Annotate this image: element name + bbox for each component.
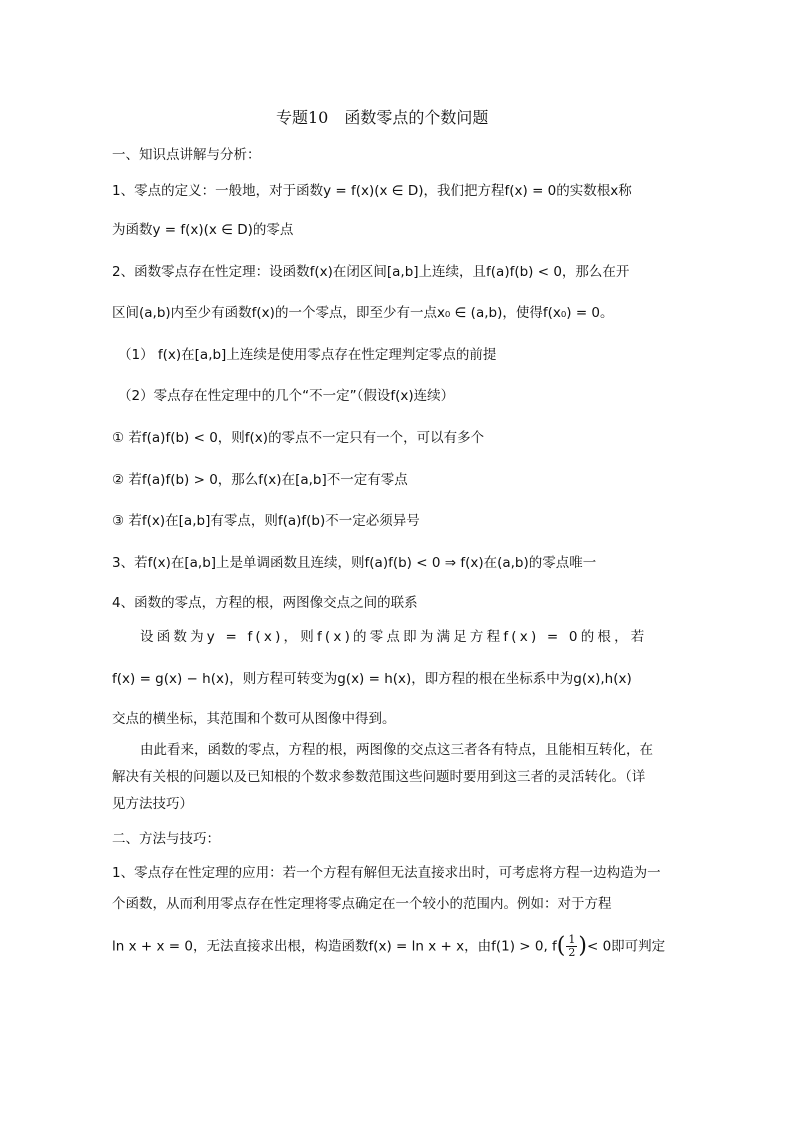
paragraph-4: 4、函数的零点，方程的根，两图像交点之间的联系 bbox=[112, 595, 418, 611]
paragraph-4b: f(x) = g(x) − h(x)，则方程可转变为g(x) = h(x)，即方程的根在坐标系中为g(x),h(x) bbox=[112, 671, 632, 687]
method-1c-text: ln x + x = 0，无法直接求出根，构造函数f(x) = ln x + x，由f(1) > 0, f bbox=[112, 938, 557, 955]
fraction-one-half bbox=[566, 934, 577, 959]
case-2: ② 若f(a)f(b) > 0，那么f(x)在[a,b]不一定有零点 bbox=[112, 472, 408, 488]
method-1c bbox=[112, 934, 665, 959]
paragraph-2b: 区间(a,b)内至少有函数f(x)的一个零点，即至少有一点x₀ ∈ (a,b)，使得f(x₀) = 0。 bbox=[112, 305, 614, 321]
paragraph-3: 3、若f(x)在[a,b]上是单调函数且连续，则f(a)f(b) < 0 ⇒ f(x)在(a,b)的零点唯一 bbox=[112, 555, 597, 571]
section-heading-2: 二、方法与技巧： bbox=[112, 831, 220, 847]
method-1b: 个函数，从而利用零点存在性定理将零点确定在一个较小的范围内。例如：对于方程 bbox=[112, 896, 612, 912]
note-2: （2）零点存在性定理中的几个“不一定”（假设f(x)连续） bbox=[118, 388, 455, 404]
fraction-denominator: 2 bbox=[568, 946, 576, 959]
left-paren: ( bbox=[556, 933, 566, 959]
case-1: ① 若f(a)f(b) < 0，则f(x)的零点不一定只有一个，可以有多个 bbox=[112, 430, 485, 446]
section-heading-1: 一、知识点讲解与分析： bbox=[112, 147, 261, 163]
paragraph-1b: 为函数y = f(x)(x ∈ D)的零点 bbox=[112, 222, 294, 238]
method-1c-tail: < 0即可判定 bbox=[586, 938, 666, 955]
paragraph-2a: 2、函数零点存在性定理：设函数f(x)在闭区间[a,b]上连续，且f(a)f(b) < 0，那么在开 bbox=[112, 264, 630, 280]
right-paren: ) bbox=[578, 933, 587, 959]
note-1: （1） f(x)在[a,b]上连续是使用零点存在性定理判定零点的前提 bbox=[118, 347, 497, 363]
page-title: 专题10 函数零点的个数问题 bbox=[276, 108, 489, 127]
paragraph-1a: 1、零点的定义：一般地，对于函数y = f(x)(x ∈ D)，我们把方程f(x) = 0的实数根x称 bbox=[112, 183, 632, 199]
method-1a: 1、零点存在性定理的应用：若一个方程有解但无法直接求出时，可考虑将方程一边构造为一 bbox=[112, 865, 661, 881]
case-3: ③ 若f(x)在[a,b]有零点，则f(a)f(b)不一定必须异号 bbox=[112, 513, 420, 529]
paragraph-5c: 见方法技巧） bbox=[112, 796, 193, 812]
paragraph-4c: 交点的横坐标，其范围和个数可从图像中得到。 bbox=[112, 711, 396, 727]
fraction-numerator: 1 bbox=[568, 933, 576, 946]
paragraph-4a: 设函数为y = f(x)，则f(x)的零点即为满足方程f(x) = 0的根，若 bbox=[140, 629, 648, 645]
paragraph-5b: 解决有关根的问题以及已知根的个数求参数范围这些问题时要用到这三者的灵活转化。（详 bbox=[112, 769, 646, 785]
paragraph-5a: 由此看来，函数的零点，方程的根，两图像的交点这三者各有特点，且能相互转化，在 bbox=[140, 742, 653, 758]
